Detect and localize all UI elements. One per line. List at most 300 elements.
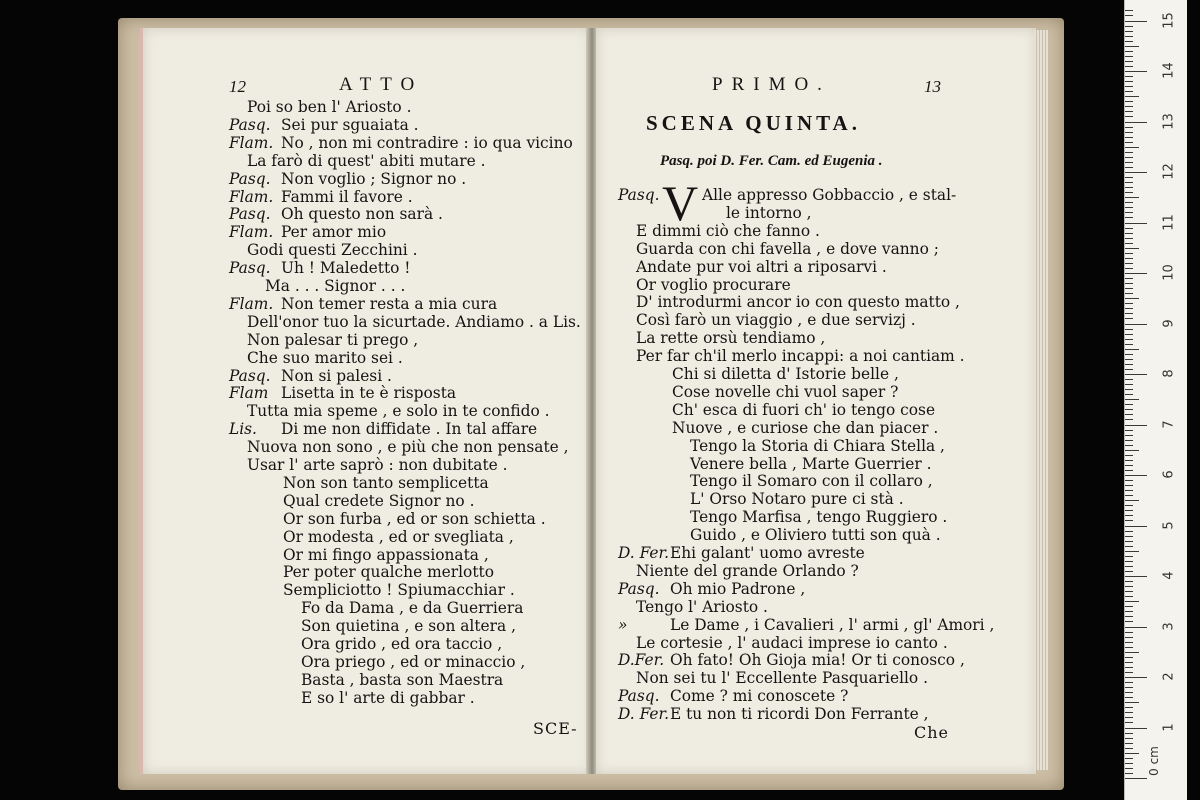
scene-title: SCENA QUINTA. xyxy=(646,111,861,135)
ruler-tick xyxy=(1125,116,1133,117)
ruler-number: 1 xyxy=(1161,722,1177,732)
ruler-tick xyxy=(1125,455,1133,456)
ruler-tick xyxy=(1125,435,1133,436)
ruler-tick xyxy=(1125,470,1133,471)
ruler-tick xyxy=(1125,687,1133,688)
ruler-tick xyxy=(1125,71,1147,72)
ruler-tick xyxy=(1125,15,1133,16)
line-text: Guarda con chi favella , e dove vanno ; xyxy=(636,239,939,258)
line-text: Usar l' arte saprò : non dubitate . xyxy=(247,456,508,474)
text-line xyxy=(229,223,386,241)
ruler-tick xyxy=(1125,702,1139,703)
ruler-tick xyxy=(1125,576,1147,577)
speaker-name: Pasq. xyxy=(618,186,660,204)
text-line xyxy=(229,384,456,402)
measuring-ruler xyxy=(1124,0,1187,800)
text-line xyxy=(301,653,525,671)
ruler-tick xyxy=(1125,536,1133,537)
line-text: Ehi galant' uomo avreste xyxy=(670,544,865,562)
ruler-tick xyxy=(1125,450,1139,451)
speaker-name: Pasq. xyxy=(229,169,271,188)
ruler-tick xyxy=(1125,510,1133,511)
line-text: Le cortesie , l' audaci imprese io canto . xyxy=(636,633,948,652)
text-line xyxy=(636,562,859,580)
speaker-name: Flam xyxy=(229,384,269,403)
ruler-tick xyxy=(1125,369,1133,370)
text-line xyxy=(690,490,904,508)
ruler-tick xyxy=(1125,101,1133,102)
ruler-tick xyxy=(1125,697,1133,698)
line-text: Venere bella , Marte Guerrier . xyxy=(690,454,932,473)
text-line xyxy=(690,455,932,473)
line-text: Or son furba , ed or son schietta . xyxy=(283,509,546,528)
text-line xyxy=(247,456,508,474)
line-text: Uh ! Maledetto ! xyxy=(281,259,411,278)
ruler-tick xyxy=(1125,137,1133,138)
line-text: Per amor mio xyxy=(281,223,387,242)
line-text: La rette orsù tendiamo , xyxy=(636,329,826,348)
text-line xyxy=(283,510,546,528)
ruler-tick xyxy=(1125,197,1139,198)
ruler-number: 13 xyxy=(1161,112,1177,130)
ruler-tick xyxy=(1125,127,1133,128)
ruler-tick xyxy=(1125,399,1139,400)
line-text: E dimmi ciò che fanno . xyxy=(636,221,820,240)
ruler-number: 11 xyxy=(1161,213,1177,231)
ruler-tick xyxy=(1125,142,1133,143)
text-line xyxy=(672,419,938,437)
text-line xyxy=(283,546,489,564)
left-catchword: SCE- xyxy=(533,719,578,738)
scene-subtitle: Pasq. poi D. Fer. Cam. ed Eugenia . xyxy=(660,153,883,169)
ruler-tick xyxy=(1125,642,1133,643)
line-text: Che suo marito sei . xyxy=(247,348,403,367)
text-line xyxy=(726,204,812,222)
ruler-tick xyxy=(1125,313,1133,314)
ruler-number: 10 xyxy=(1161,264,1177,281)
ruler-number: 12 xyxy=(1161,163,1177,180)
text-line xyxy=(247,98,411,116)
line-text: Or voglio procurare xyxy=(636,275,791,294)
ruler-tick xyxy=(1125,389,1133,390)
text-line xyxy=(229,420,537,438)
ruler-tick xyxy=(1125,611,1133,612)
ruler-tick xyxy=(1125,419,1133,420)
drop-cap: V xyxy=(662,175,699,231)
ruler-tick xyxy=(1125,652,1139,653)
text-line xyxy=(618,580,805,598)
ruler-tick xyxy=(1125,344,1133,345)
ruler-tick xyxy=(1125,743,1133,744)
ruler-tick xyxy=(1125,601,1139,602)
line-text: Ma . . . Signor . . . xyxy=(265,277,406,295)
ruler-tick xyxy=(1125,627,1147,628)
text-line xyxy=(618,616,994,634)
text-line xyxy=(283,492,474,510)
text-line xyxy=(283,528,514,546)
line-text: Per poter qualche merlotto xyxy=(283,563,494,582)
line-text: Tengo Marfisa , tengo Ruggiero . xyxy=(690,508,948,527)
text-line xyxy=(636,329,825,347)
line-text: E tu non ti ricordi Don Ferrante , xyxy=(670,705,929,724)
ruler-tick xyxy=(1125,278,1133,279)
speaker-name: Pasq. xyxy=(618,579,660,598)
line-text: Tutta mia speme , e solo in te confido . xyxy=(247,402,550,421)
ruler-tick xyxy=(1125,233,1133,234)
ruler-tick xyxy=(1125,520,1133,521)
ruler-tick xyxy=(1125,409,1133,410)
ruler-tick xyxy=(1125,243,1133,244)
ruler-tick xyxy=(1125,616,1133,617)
text-line xyxy=(636,276,791,294)
ruler-number: 6 xyxy=(1161,470,1177,479)
ruler-tick xyxy=(1125,404,1133,405)
text-line xyxy=(301,689,475,707)
ruler-tick xyxy=(1125,621,1133,622)
ruler-tick xyxy=(1125,591,1133,592)
ruler-tick xyxy=(1125,106,1133,107)
ruler-tick xyxy=(1125,551,1139,552)
ruler-number: 2 xyxy=(1161,672,1177,681)
ruler-tick xyxy=(1125,748,1133,749)
ruler-tick xyxy=(1125,647,1133,648)
ruler-tick xyxy=(1125,96,1139,97)
right-page-number: 13 xyxy=(924,77,941,96)
line-text: Godi questi Zecchini . xyxy=(247,241,418,260)
line-text: Lisetta in te è risposta xyxy=(281,384,457,403)
text-line xyxy=(636,669,928,687)
ruler-tick xyxy=(1125,546,1133,547)
ruler-tick xyxy=(1125,430,1133,431)
line-text: Cose novelle chi vuol saper ? xyxy=(672,382,899,401)
line-text: Son quietina , e son altera , xyxy=(301,617,516,636)
text-line xyxy=(636,258,887,276)
text-line xyxy=(283,474,489,492)
ruler-tick xyxy=(1125,480,1133,481)
speaker-name: Flam. xyxy=(229,187,274,206)
line-text: Non voglio ; Signor no . xyxy=(281,169,467,188)
line-text: Chi si diletta d' Istorie belle , xyxy=(672,365,899,383)
text-line xyxy=(247,152,486,170)
ruler-tick xyxy=(1125,667,1133,668)
ruler-tick xyxy=(1125,228,1133,229)
text-line xyxy=(229,134,573,152)
ruler-tick xyxy=(1125,329,1133,330)
line-text: Or mi fingo appassionata , xyxy=(283,545,489,564)
ruler-tick xyxy=(1125,56,1133,57)
ruler-number: 3 xyxy=(1161,621,1177,631)
text-line xyxy=(229,116,419,134)
line-text: Ora grido , ed ora taccio , xyxy=(301,635,503,653)
ruler-tick xyxy=(1125,556,1133,557)
ruler-tick xyxy=(1125,248,1139,249)
line-text: Ora priego , ed or minaccio , xyxy=(301,652,526,671)
ruler-tick xyxy=(1125,253,1133,254)
text-line xyxy=(283,581,515,599)
ruler-tick xyxy=(1125,763,1133,764)
ruler-tick xyxy=(1125,303,1133,304)
ruler-tick xyxy=(1125,758,1133,759)
ruler-tick xyxy=(1125,187,1133,188)
ruler-tick xyxy=(1125,500,1139,501)
speaker-name: Pasq. xyxy=(229,259,271,278)
line-text: L' Orso Notaro pure ci stà . xyxy=(690,490,904,509)
ruler-tick xyxy=(1125,414,1133,415)
ruler-tick xyxy=(1125,91,1133,92)
line-text: Sempliciotto ! Spiumacchiar . xyxy=(283,581,515,600)
speaker-name: Pasq. xyxy=(229,205,271,224)
ruler-tick xyxy=(1125,263,1133,264)
text-line xyxy=(636,311,916,329)
ruler-tick xyxy=(1125,223,1147,224)
ruler-tick xyxy=(1125,157,1133,158)
line-text: Non si palesi . xyxy=(281,366,392,385)
ruler-tick xyxy=(1125,122,1147,123)
ruler-tick xyxy=(1125,768,1133,769)
ruler-tick xyxy=(1125,41,1133,42)
right-page xyxy=(596,28,1036,774)
ruler-tick xyxy=(1125,526,1147,527)
line-text: Dell'onor tuo la sicurtade. Andiamo . a Lis. xyxy=(247,312,581,331)
speaker-name: D. Fer. xyxy=(618,705,670,724)
line-text: Non temer resta a mia cura xyxy=(281,294,498,313)
ruler-tick xyxy=(1125,707,1133,708)
ruler-tick xyxy=(1125,162,1133,163)
ruler-tick xyxy=(1125,606,1133,607)
line-text: Qual credete Signor no . xyxy=(283,491,475,510)
text-line xyxy=(229,188,413,206)
ruler-tick xyxy=(1125,561,1133,562)
ruler-tick xyxy=(1125,288,1133,289)
ruler-tick xyxy=(1125,712,1133,713)
text-line xyxy=(283,563,494,581)
line-text: Poi so ben l' Ariosto . xyxy=(247,98,412,116)
line-text: Sei pur sguaiata . xyxy=(281,115,419,134)
line-text: E so l' arte di gabbar . xyxy=(301,688,475,707)
text-line xyxy=(636,240,939,258)
line-text: Oh fato! Oh Gioja mia! Or ti conosco , xyxy=(670,651,965,670)
line-text: Or modesta , ed or svegliata , xyxy=(283,527,514,546)
ruler-tick xyxy=(1125,425,1147,426)
text-line xyxy=(636,293,960,311)
text-line xyxy=(618,544,865,562)
text-line xyxy=(247,349,403,367)
line-text: Alle appresso Gobbaccio , e stal- xyxy=(702,186,957,204)
ruler-tick xyxy=(1125,283,1133,284)
line-text: Nuova non sono , e più che non pensate , xyxy=(247,438,569,457)
ruler-tick xyxy=(1125,359,1133,360)
ruler-number: 15 xyxy=(1161,11,1177,29)
ruler-tick xyxy=(1125,207,1133,208)
ruler-tick xyxy=(1125,495,1133,496)
ruler-tick xyxy=(1125,515,1133,516)
line-text: Nuove , e curiose che dan piacer . xyxy=(672,418,939,437)
ruler-tick xyxy=(1125,596,1133,597)
text-line xyxy=(690,472,933,490)
line-text: Andate pur voi altri a riposarvi . xyxy=(636,257,887,276)
text-line xyxy=(636,222,820,240)
line-text: Non son tanto semplicetta xyxy=(283,473,489,492)
ruler-tick xyxy=(1125,238,1133,239)
line-text: Niente del grande Orlando ? xyxy=(636,561,859,580)
text-line xyxy=(247,331,418,349)
line-text: Oh mio Padrone , xyxy=(670,579,806,598)
ruler-number: 5 xyxy=(1161,520,1177,530)
ruler-tick xyxy=(1125,217,1133,218)
ruler-tick xyxy=(1125,192,1133,193)
ruler-tick xyxy=(1125,349,1139,350)
ruler-tick xyxy=(1125,212,1133,213)
text-line xyxy=(618,705,929,723)
text-line xyxy=(229,170,466,188)
line-text: No , non mi contradire : io qua vicino xyxy=(281,133,573,152)
ruler-tick xyxy=(1125,51,1133,52)
ruler-tick xyxy=(1125,728,1147,729)
ruler-tick xyxy=(1125,258,1133,259)
text-line xyxy=(636,598,768,616)
ruler-tick xyxy=(1125,354,1133,355)
left-page-number: 12 xyxy=(229,77,246,96)
ruler-tick xyxy=(1125,308,1133,309)
line-text: Non palesar ti prego , xyxy=(247,330,419,349)
text-line xyxy=(672,401,935,419)
ruler-tick xyxy=(1125,586,1133,587)
ruler-tick xyxy=(1125,334,1133,335)
ruler-tick xyxy=(1125,490,1133,491)
line-text: Tengo l' Ariosto . xyxy=(636,597,768,616)
ruler-number: 4 xyxy=(1161,571,1177,580)
text-line xyxy=(636,347,965,365)
line-text: Oh questo non sarà . xyxy=(281,205,443,224)
ruler-tick xyxy=(1125,111,1133,112)
line-text: Per far ch'il merlo incappi: a noi cantiam . xyxy=(636,347,965,366)
text-line xyxy=(265,277,405,295)
ruler-number: 14 xyxy=(1161,62,1177,79)
ruler-tick xyxy=(1125,475,1147,476)
ruler-tick xyxy=(1125,581,1133,582)
left-page xyxy=(140,28,591,774)
left-running-header: ATTO xyxy=(339,74,424,95)
page-edges xyxy=(1034,30,1048,770)
ruler-tick xyxy=(1125,657,1133,658)
ruler-tick xyxy=(1125,632,1133,633)
ruler-tick xyxy=(1125,460,1133,461)
ruler-tick xyxy=(1125,374,1147,375)
ruler-tick xyxy=(1125,61,1133,62)
line-text: Fammi il favore . xyxy=(281,187,413,206)
text-line xyxy=(301,617,516,635)
line-text: Come ? mi conoscete ? xyxy=(670,687,849,706)
text-line xyxy=(618,186,956,204)
ruler-tick xyxy=(1125,733,1133,734)
ruler-tick xyxy=(1125,172,1147,173)
text-line xyxy=(229,259,411,277)
line-text: Tengo la Storia di Chiara Stella , xyxy=(690,436,945,455)
ruler-tick xyxy=(1125,778,1147,779)
text-line xyxy=(690,526,941,544)
text-line xyxy=(301,599,523,617)
line-text: Di me non diffidate . In tal affare xyxy=(281,420,538,439)
ruler-tick xyxy=(1125,677,1147,678)
ruler-tick xyxy=(1125,445,1133,446)
line-text: Così farò un viaggio , e due servizj . xyxy=(636,311,916,330)
line-text: le intorno , xyxy=(726,203,812,222)
speaker-name: Pasq. xyxy=(618,687,660,706)
text-line xyxy=(618,651,965,669)
line-text: Non sei tu l' Eccellente Pasquariello . xyxy=(636,669,928,688)
text-line xyxy=(618,687,848,705)
text-line xyxy=(636,634,948,652)
text-line xyxy=(247,313,581,331)
ruler-tick xyxy=(1125,692,1133,693)
ruler-tick xyxy=(1125,722,1133,723)
ruler-tick xyxy=(1125,26,1133,27)
ruler-tick xyxy=(1125,717,1133,718)
text-line xyxy=(229,295,497,313)
line-text: Basta , basta son Maestra xyxy=(301,670,504,689)
speaker-name: Pasq. xyxy=(229,366,271,385)
ruler-tick xyxy=(1125,132,1133,133)
ruler-tick xyxy=(1125,21,1147,22)
ruler-tick xyxy=(1125,167,1133,168)
ruler-tick xyxy=(1125,10,1133,11)
ruler-tick xyxy=(1125,76,1133,77)
ruler-tick xyxy=(1125,541,1133,542)
line-text: La farò di quest' abiti mutare . xyxy=(247,151,486,170)
ruler-tick xyxy=(1125,682,1133,683)
speaker-name: Flam. xyxy=(229,294,274,313)
ruler-tick xyxy=(1125,293,1133,294)
ruler-tick xyxy=(1125,662,1133,663)
line-text: Tengo il Somaro con il collaro , xyxy=(690,472,933,491)
line-text: Le Dame , i Cavalieri , l' armi , gl' Amori , xyxy=(670,615,995,634)
line-text: Guido , e Oliviero tutti son quà . xyxy=(690,526,941,545)
ruler-tick xyxy=(1125,571,1133,572)
text-line xyxy=(229,205,443,223)
ruler-tick xyxy=(1125,505,1133,506)
ruler-unit-label: 0 cm xyxy=(1146,746,1161,776)
ruler-tick xyxy=(1125,753,1139,754)
line-text: Fo da Dama , e da Guerriera xyxy=(301,599,524,618)
ruler-tick xyxy=(1125,440,1133,441)
ruler-tick xyxy=(1125,773,1133,774)
ruler-tick xyxy=(1125,298,1139,299)
ruler-tick xyxy=(1125,182,1133,183)
ruler-tick xyxy=(1125,273,1147,274)
ruler-tick xyxy=(1125,268,1133,269)
speaker-name: D.Fer. xyxy=(618,651,665,670)
ruler-tick xyxy=(1125,177,1133,178)
ruler-tick xyxy=(1125,86,1133,87)
speaker-name: D. Fer. xyxy=(618,544,670,562)
line-text: Ch' esca di fuori ch' io tengo cose xyxy=(672,400,936,419)
speaker-name: Flam. xyxy=(229,133,274,152)
text-line xyxy=(672,365,899,383)
ruler-tick xyxy=(1125,147,1139,148)
text-line xyxy=(672,383,898,401)
speaker-name: Flam. xyxy=(229,223,274,242)
line-text: D' introdurmi ancor io con questo matto , xyxy=(636,293,960,312)
ruler-tick xyxy=(1125,566,1133,567)
speaker-name: Lis. xyxy=(229,420,257,439)
text-line xyxy=(301,671,503,689)
ruler-tick xyxy=(1125,31,1133,32)
ruler-tick xyxy=(1125,46,1139,47)
text-line xyxy=(247,241,418,259)
speaker-name: » xyxy=(618,615,628,634)
ruler-tick xyxy=(1125,672,1133,673)
ruler-tick xyxy=(1125,81,1133,82)
